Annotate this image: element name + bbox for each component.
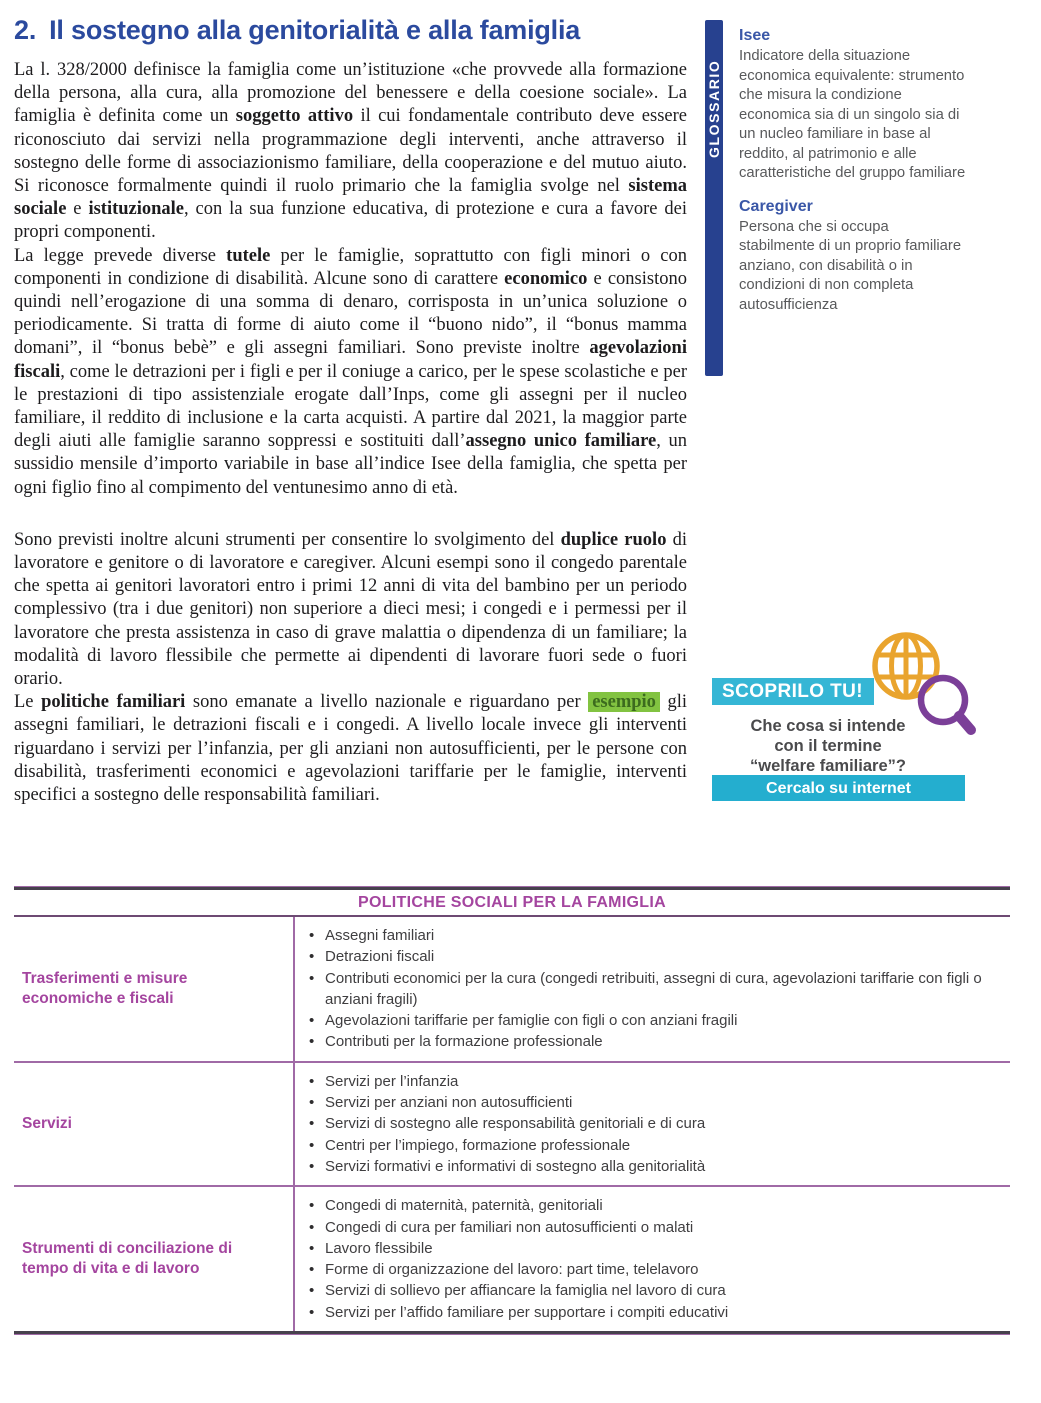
text-run: Sono previsti inoltre alcuni strumenti per consentire lo svolgimento del [14, 529, 561, 550]
table-item-text: Contributi economici per la cura (congedi retribuiti, assegni di cura, agevolazioni tariffarie con figli o anziani fragili) [325, 969, 982, 1008]
bullet-icon: • [309, 1218, 315, 1236]
scoprilo-tu-box [712, 612, 965, 812]
table-item [309, 1280, 1000, 1301]
table-items [295, 1063, 1010, 1185]
bullet-icon: • [309, 1197, 315, 1215]
table-item-text: Detrazioni fiscali [325, 948, 435, 966]
search-internet-button[interactable]: Cercalo su internet [712, 775, 965, 801]
text-run: di lavoratore e genitore o di lavoratore e caregiver. Alcuni esempi sono il congedo parentale che spetta ai genitori lavoratori entro i primi 12 anni di vita del bambino per un periodo complessivo (tra i due genitori) non superiore a dieci mesi; i congedi e i permessi per il lavoratore che presta assistenza in caso di grave malattia o dipendenza di un familiare; la modalità di lavoro flessibile che permette ai dipendenti di lavorare fuori sede o fuori orario. [14, 529, 687, 690]
table-item-text: Assegni familiari [325, 927, 435, 944]
table-category: Servizi [14, 1063, 295, 1185]
table-item-text: Forme di organizzazione del lavoro: part time, telelavoro [325, 1261, 699, 1279]
bold-text: politiche familiari [41, 692, 186, 713]
question-line: Che cosa si intende [750, 717, 906, 735]
glossary-definition: Persona che si occupa stabilmente di un proprio familiare anziano, con disabilità o in condizioni di non completa autosufficienza [739, 218, 962, 313]
table-item [309, 1302, 1000, 1323]
bullet-icon: • [309, 1012, 315, 1030]
bold-text: economico [504, 268, 588, 289]
table-item [309, 1238, 1000, 1259]
bullet-icon: • [309, 948, 315, 966]
article-column [14, 14, 687, 807]
question-line: con il termine [774, 737, 882, 755]
glossary-term: Isee [739, 27, 771, 44]
bold-text: tutele [226, 245, 271, 266]
table-item-text: Congedi di cura per familiari non autosufficienti o malati [325, 1218, 694, 1236]
table-title: POLITICHE SOCIALI PER LA FAMIGLIA [358, 894, 666, 911]
text-run: Le [14, 692, 42, 713]
bullet-icon: • [309, 1157, 315, 1175]
bold-text: duplice ruolo [560, 529, 667, 550]
table-items [295, 1187, 1010, 1331]
scoprilo-banner: SCOPRILO TU! [712, 678, 874, 705]
text-run: per le famiglie, soprattutto con figli minori o con componenti in condizione di disabilità. Alcune sono di carattere [14, 245, 687, 289]
table-rows [14, 917, 1010, 1331]
bullet-icon: • [309, 1303, 315, 1321]
text-run: sono emanate a livello nazionale e riguardano per [185, 692, 589, 713]
paragraph [14, 691, 687, 807]
table-item [309, 1010, 1000, 1031]
bullet-icon: • [309, 1136, 315, 1154]
table-item [309, 925, 1000, 946]
text-run: e consistono quindi nell’erogazione di una somma di denaro, corrisposta in un’unica soluzione o periodicamente. Si tratta di forme di aiuto come il “buono nido”, il “bonus mamma domani”, il “bonus bebè” e gli assegni familiari. Sono previste inoltre [14, 268, 687, 359]
bullet-icon: • [309, 1261, 315, 1279]
table-item [309, 968, 1000, 1011]
table-item-text: Agevolazioni tariffarie per famiglie con figli o con anziani fragili [325, 1012, 738, 1030]
bold-text: soggetto attivo [235, 106, 354, 127]
bold-text: assegno unico familiare [465, 431, 657, 452]
glossary-bar [705, 20, 723, 376]
table-item-text: Servizi per anziani non autosufficienti [325, 1094, 573, 1112]
bullet-icon: • [309, 1094, 315, 1112]
table-bottom-rule-thin [14, 1334, 1010, 1335]
table-item-text: Servizi di sollievo per affiancare la famiglia nel lavoro di cura [325, 1282, 726, 1300]
table-item [309, 1071, 1000, 1092]
text-run: , un sussidio mensile d’importo variabile in base all’indice Isee della famiglia, che spetta per ogni figlio fino al compimento del ventunesimo anno di età. [14, 431, 687, 498]
table-item [309, 1113, 1000, 1134]
bullet-icon: • [309, 1115, 315, 1133]
table-item-text: Servizi per l’affido familiare per supportare i compiti educativi [325, 1303, 729, 1321]
paragraph [14, 59, 687, 245]
table-item [309, 1217, 1000, 1238]
table-item-text: Servizi per l’infanzia [325, 1072, 459, 1090]
table-item-text: Servizi formativi e informativi di sostegno alla genitorialità [325, 1157, 706, 1175]
table-item-text: Contributi per la formazione professionale [325, 1033, 603, 1051]
table-item [309, 1259, 1000, 1280]
glossary-label: GLOSSARIO [706, 59, 722, 158]
section-title: Il sostegno alla genitorialità e alla famiglia [49, 15, 581, 45]
table-item-text: Centri per l’impiego, formazione professionale [325, 1136, 631, 1154]
bullet-icon: • [309, 927, 315, 944]
table-item-text: Servizi di sostegno alle responsabilità genitoriali e di cura [325, 1115, 706, 1133]
glossary-definition: Indicatore della situazione economica equivalente: strumento che misura la condizione economica sia di un singolo sia di un nucleo familiare in base al reddito, al patrimonio e alle caratteristiche del gruppo familiare [739, 48, 966, 181]
table-items [295, 917, 1010, 1061]
text-run: gli assegni familiari, le detrazioni fiscali e i congedi. A livello locale invece gli interventi riguardano i servizi per l’infanzia, per gli anziani non autosufficienti, per le persone con disabilità, trasferimenti economici e agevolazioni tariffarie per le famiglie, interventi specifici a sostegno delle responsabilità familiari. [14, 692, 688, 806]
table-category: Strumenti di conciliazione di tempo di vita e di lavoro [14, 1187, 295, 1331]
bold-text: istituzionale [88, 199, 185, 220]
table-item-text: Lavoro flessibile [325, 1239, 433, 1257]
bold-text: agevolazioni fiscali [14, 338, 687, 382]
text-run: il cui fondamentale contributo deve essere riconosciuto dai servizi nella programmazione degli interventi, anche attraverso il sostegno delle forme di associazionismo familiare, della cooperazione e del mutuo aiuto. Si riconosce formalmente quindi il ruolo primario che la famiglia svolge nel [14, 106, 687, 197]
bullet-icon: • [309, 1033, 315, 1051]
question-line: “welfare familiare”? [750, 757, 906, 775]
table-item [309, 1195, 1000, 1216]
table-category: Trasferimenti e misure economiche e fiscali [14, 917, 295, 1061]
text-run: e [66, 199, 89, 220]
text-run: La l. 328/2000 definisce la famiglia come un’istituzione «che provvede alla formazione della persona, alla cura, alla promozione del benessere e della coesione sociale». La famiglia è definita come un [14, 60, 687, 127]
text-run: , con la sua funzione educativa, di protezione e cura a favore dei propri componenti. [14, 199, 688, 243]
section-number: 2. [14, 15, 37, 45]
paragraph [14, 245, 687, 500]
glossary-entries [739, 20, 968, 315]
internet-search-icon [858, 620, 980, 746]
table-item [309, 1031, 1000, 1052]
bullet-icon: • [309, 1282, 315, 1300]
table-item [309, 1092, 1000, 1113]
table-item [309, 1156, 1000, 1177]
paragraph [14, 529, 687, 691]
table-item-text: Congedi di maternità, paternità, genitoriali [325, 1197, 603, 1215]
bullet-icon: • [309, 969, 315, 987]
glossary-sidebar [705, 20, 968, 315]
table-row [14, 1063, 1010, 1187]
text-run: , come le detrazioni per i figli e per il coniuge a carico, per le spese scolastiche e per le prestazioni di tipo assistenziale erogate dall’Inps, come gli assegni per il nucleo familiare, il reddito di inclusione e la carta acquisti. A partire dal 2021, la maggior parte degli aiuti alle famiglie saranno soppressi e sostituiti dall’ [14, 361, 687, 452]
highlighted-word: esempio [588, 692, 660, 712]
bullet-icon: • [309, 1072, 315, 1090]
table-item [309, 946, 1000, 967]
glossary-term: Caregiver [739, 197, 813, 215]
bullet-icon: • [309, 1239, 315, 1257]
magnifier-icon [921, 678, 971, 730]
table-item [309, 1135, 1000, 1156]
bold-text: sistema sociale [14, 176, 687, 220]
table-row [14, 1187, 1010, 1331]
policies-table [14, 886, 1010, 1335]
text-run: La legge prevede diverse [14, 245, 227, 266]
table-row [14, 917, 1010, 1063]
page-title [14, 14, 687, 46]
